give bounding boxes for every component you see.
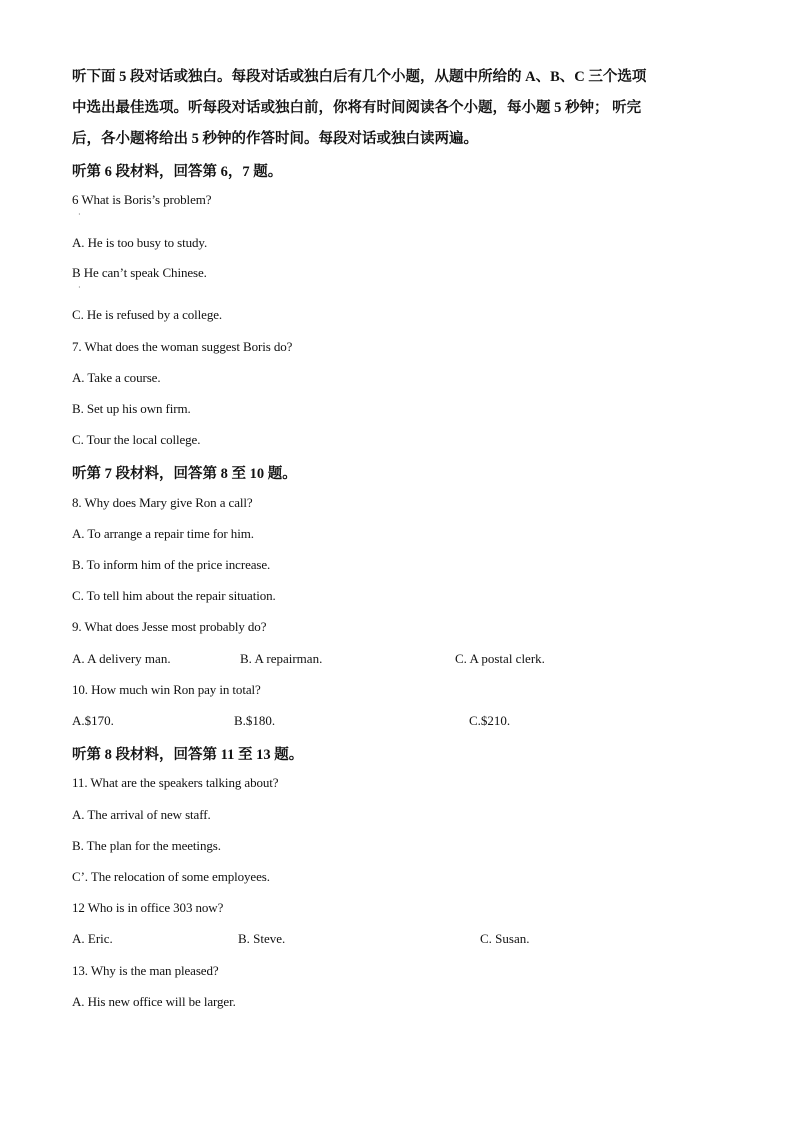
section-heading: 听第 8 段材料，回答第 11 至 13 题。 xyxy=(72,747,304,763)
answer-option: B. The plan for the meetings. xyxy=(72,838,221,853)
answer-option: C. Tour the local college. xyxy=(72,432,201,447)
instructions-line: 中选出最佳选项。听每段对话或独白前，你将有时间阅读各个小题，每小题 5 秒钟； 听完 xyxy=(72,100,642,116)
section-heading: 听第 7 段材料，回答第 8 至 10 题。 xyxy=(72,466,297,482)
answer-option: A. The arrival of new staff. xyxy=(72,807,211,822)
answer-option: A. Take a course. xyxy=(72,370,161,385)
answer-option: C. A postal clerk. xyxy=(455,651,545,666)
answer-option: B.$180. xyxy=(234,713,276,728)
answer-option: C. He is refused by a college. xyxy=(72,307,223,322)
stray-mark: · xyxy=(78,210,81,219)
question-stem: 13. Why is the man pleased? xyxy=(72,963,219,978)
instructions-line: 听下面 5 段对话或独白。每段对话或独白后有几个小题，从题中所给的 A、B、C 三个选项 xyxy=(72,69,647,85)
answer-option: C.$210. xyxy=(469,713,511,728)
section-heading: 听第 6 段材料，回答第 6，7 题。 xyxy=(72,164,283,180)
answer-option: B He can’t speak Chinese. xyxy=(72,265,207,280)
answer-option: B. A repairman. xyxy=(240,651,323,666)
answer-option: B. To inform him of the price increase. xyxy=(72,557,271,572)
question-stem: 6 What is Boris’s problem? xyxy=(72,192,212,207)
instructions-paragraph xyxy=(72,62,722,155)
answer-option: A. Eric. xyxy=(72,931,113,946)
question-stem: 10. How much win Ron pay in total? xyxy=(72,682,261,697)
answer-option: B. Steve. xyxy=(238,931,286,946)
question-stem: 12 Who is in office 303 now? xyxy=(72,900,224,915)
question-stem: 9. What does Jesse most probably do? xyxy=(72,619,267,634)
answer-option: A. He is too busy to study. xyxy=(72,235,208,250)
answer-option: B. Set up his own firm. xyxy=(72,401,191,416)
stray-mark: · xyxy=(78,283,81,292)
answer-option: A. To arrange a repair time for him. xyxy=(72,526,254,541)
question-stem: 11. What are the speakers talking about? xyxy=(72,775,279,790)
answer-option: A. His new office will be larger. xyxy=(72,994,236,1009)
answer-option: C. To tell him about the repair situation. xyxy=(72,588,276,603)
answer-option: C. Susan. xyxy=(480,931,530,946)
answer-option: A. A delivery man. xyxy=(72,651,171,666)
answer-option: A.$170. xyxy=(72,713,114,728)
instructions-line: 后，各小题将给出 5 秒钟的作答时间。每段对话或独白读两遍。 xyxy=(72,131,478,147)
question-stem: 7. What does the woman suggest Boris do? xyxy=(72,339,293,354)
answer-option: C’. The relocation of some employees. xyxy=(72,869,270,884)
question-stem: 8. Why does Mary give Ron a call? xyxy=(72,495,253,510)
